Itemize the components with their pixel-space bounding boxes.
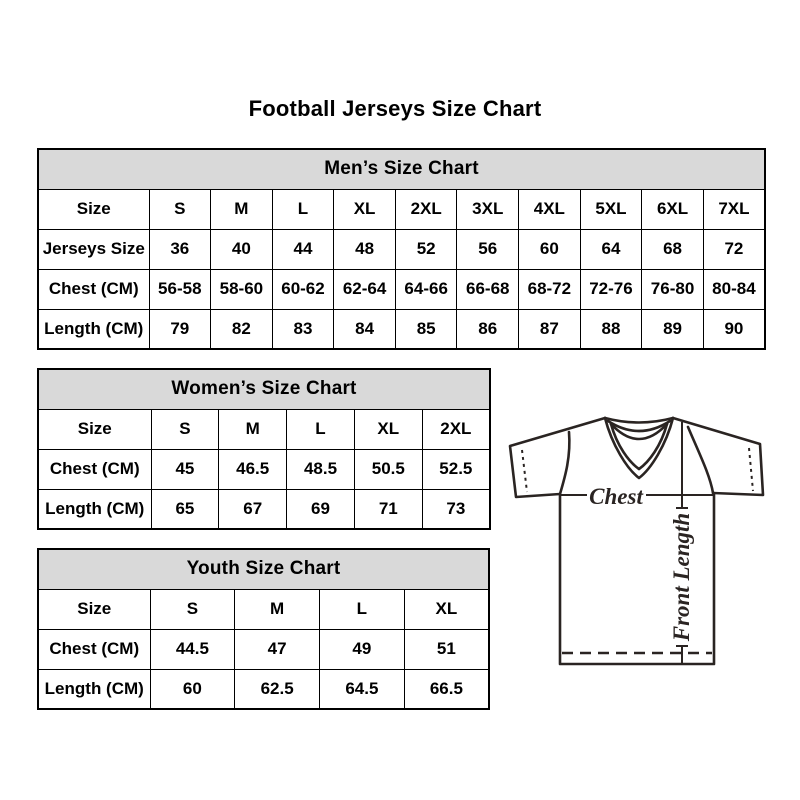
table-row [38,229,765,269]
size-value: 72 [703,229,765,269]
size-value: 82 [211,309,273,349]
size-value: 5XL [580,189,642,229]
size-value: 76-80 [642,269,704,309]
mens-size-table [37,148,766,350]
size-value: 7XL [703,189,765,229]
size-value: 56-58 [149,269,211,309]
size-value: L [320,589,405,629]
front-length-label: Front Length [669,512,694,642]
right-cuff-stitch-line [749,448,753,491]
table-row [38,449,490,489]
left-cuff-stitch-line [522,450,527,492]
size-value: 44.5 [150,629,235,669]
size-value: 72-76 [580,269,642,309]
row-label: Length (CM) [38,309,149,349]
table-row [38,589,489,629]
size-value: S [150,589,235,629]
size-value: 80-84 [703,269,765,309]
size-value: 3XL [457,189,519,229]
size-value: 71 [354,489,422,529]
size-value: M [211,189,273,229]
size-value: 48.5 [287,449,355,489]
size-value: 83 [272,309,334,349]
size-value: 51 [404,629,489,669]
size-value: XL [334,189,396,229]
size-value: 64-66 [395,269,457,309]
size-value: 40 [211,229,273,269]
size-value: S [149,189,211,229]
size-value: 66-68 [457,269,519,309]
table-row [38,189,765,229]
size-value: S [151,409,219,449]
size-value: 52.5 [422,449,490,489]
row-label: Chest (CM) [38,269,149,309]
size-value: 68-72 [519,269,581,309]
size-value: M [219,409,287,449]
table-title-row [38,549,489,589]
size-value: 47 [235,629,320,669]
table-row [38,489,490,529]
table-title: Men’s Size Chart [38,149,765,189]
size-value: 88 [580,309,642,349]
chest-label: Chest [589,484,643,509]
row-label: Jerseys Size [38,229,149,269]
youth-size-table [37,548,490,710]
size-value: 67 [219,489,287,529]
size-value: 62-64 [334,269,396,309]
jersey-diagram [494,408,786,670]
size-value: 64.5 [320,669,405,709]
size-value: 52 [395,229,457,269]
size-value: 89 [642,309,704,349]
table-title: Youth Size Chart [38,549,489,589]
size-value: 90 [703,309,765,349]
size-value: 48 [334,229,396,269]
row-label: Size [38,189,149,229]
size-value: 69 [287,489,355,529]
table-row [38,669,489,709]
row-label: Length (CM) [38,489,151,529]
size-value: M [235,589,320,629]
table-row [38,269,765,309]
size-value: 79 [149,309,211,349]
row-label: Size [38,589,150,629]
table-row [38,629,489,669]
size-value: 44 [272,229,334,269]
size-value: 87 [519,309,581,349]
size-value: 60 [150,669,235,709]
row-label: Chest (CM) [38,449,151,489]
size-value: 6XL [642,189,704,229]
row-label: Chest (CM) [38,629,150,669]
size-value: 60 [519,229,581,269]
size-value: 4XL [519,189,581,229]
jersey-outline [510,418,763,664]
size-value: 45 [151,449,219,489]
row-label: Size [38,409,151,449]
size-value: 65 [151,489,219,529]
size-value: L [272,189,334,229]
womens-size-table [37,368,491,530]
size-value: 66.5 [404,669,489,709]
size-value: 2XL [395,189,457,229]
size-value: 36 [149,229,211,269]
table-title: Women’s Size Chart [38,369,490,409]
size-value: 68 [642,229,704,269]
size-value: 86 [457,309,519,349]
size-value: XL [354,409,422,449]
size-value: 46.5 [219,449,287,489]
size-value: 60-62 [272,269,334,309]
size-value: 50.5 [354,449,422,489]
stitch-lines [522,448,753,653]
table-title-row [38,149,765,189]
size-value: L [287,409,355,449]
size-value: 58-60 [211,269,273,309]
table-title-row [38,369,490,409]
table-row [38,309,765,349]
size-value: 2XL [422,409,490,449]
page-title: Football Jerseys Size Chart [248,96,542,121]
size-value: 56 [457,229,519,269]
table-row [38,409,490,449]
size-value: 62.5 [235,669,320,709]
size-value: XL [404,589,489,629]
size-value: 85 [395,309,457,349]
row-label: Length (CM) [38,669,150,709]
size-value: 64 [580,229,642,269]
size-value: 84 [334,309,396,349]
size-value: 49 [320,629,405,669]
size-value: 73 [422,489,490,529]
